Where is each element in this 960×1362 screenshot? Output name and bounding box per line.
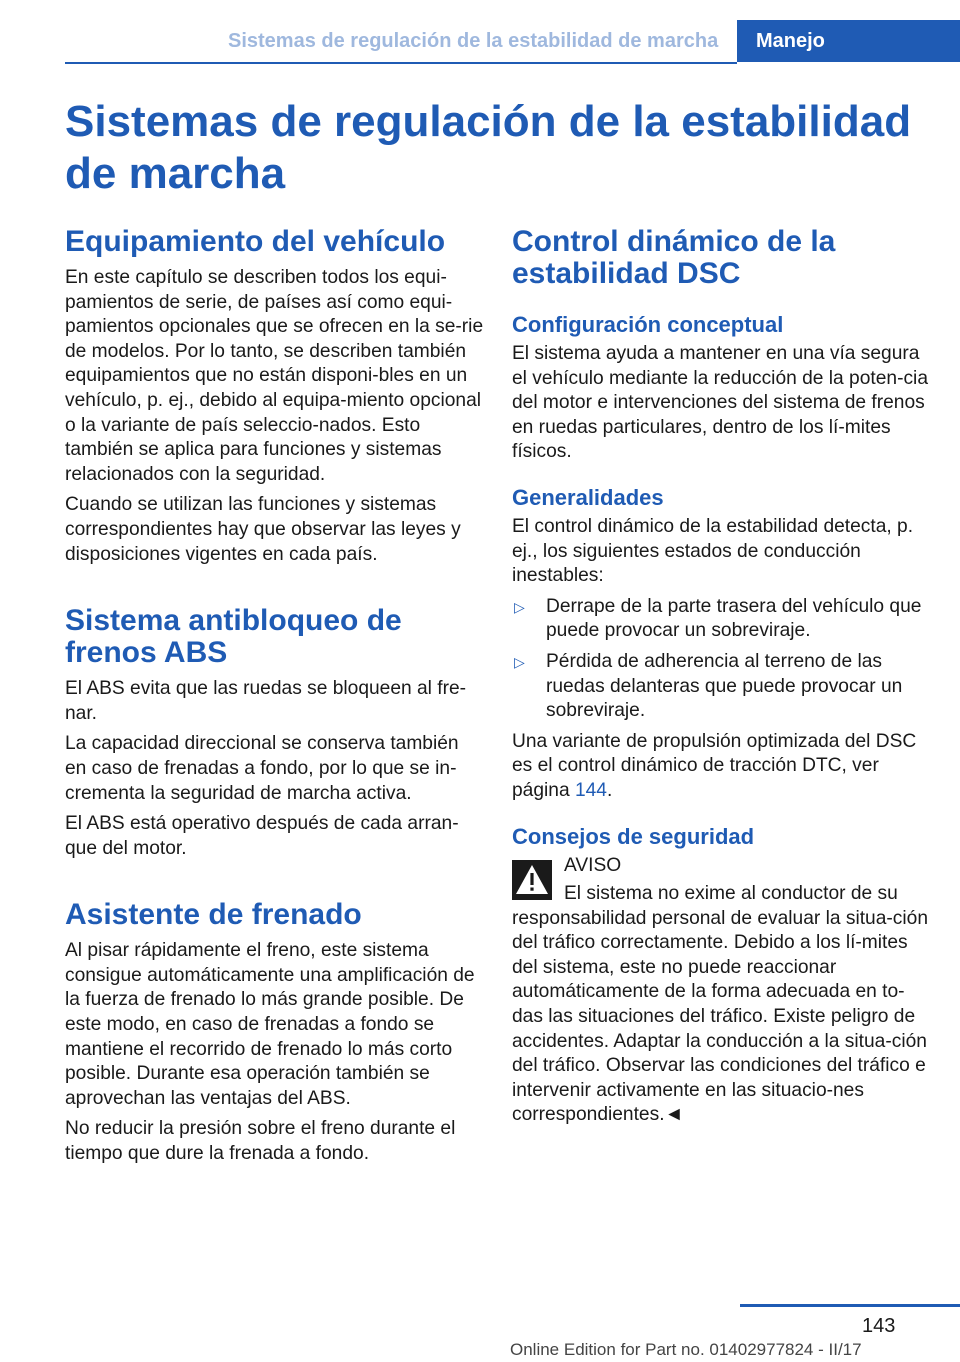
header-tab-label: Manejo	[756, 30, 825, 52]
abs-paragraph-1: El ABS evita que las ruedas se bloqueen al fre-nar.	[65, 678, 467, 724]
general-paragraph: El control dinámico de la estabilidad detecta, p. ej., los siguientes estados de conducción inestables:	[512, 515, 914, 587]
header-section-title: Sistemas de regulación de la estabilidad de marcha	[228, 30, 719, 52]
warning-label: AVISO	[564, 854, 622, 876]
spacer	[512, 471, 932, 485]
page-144-link[interactable]: 144	[574, 779, 607, 801]
dtc-variant-text: Una variante de propulsión optimizada del DSC es el control dinámico de tracción DTC, ver página	[512, 730, 917, 801]
safety-heading: Consejos de seguridad	[512, 823, 755, 849]
spacer	[512, 298, 932, 312]
footer-rule	[740, 1304, 960, 1307]
dsc-heading: Control dinámico de la estabilidad DSC	[512, 225, 836, 290]
header-tab-manejo[interactable]	[737, 20, 960, 62]
header-rule	[65, 62, 737, 64]
general-heading: Generalidades	[512, 484, 664, 510]
spacer	[65, 573, 485, 605]
triangle-right-icon: ▷	[514, 653, 525, 670]
concept-heading: Configuración conceptual	[512, 312, 784, 337]
page-title: Sistemas de regulación de la estabilidad de marcha	[65, 97, 912, 198]
list-item	[512, 650, 932, 724]
list-item-text: Pérdida de adherencia al terreno de las ruedas delanteras que puede provocar un sobreviraje.	[546, 650, 903, 722]
dtc-variant-paragraph	[512, 730, 932, 804]
list-item	[512, 595, 932, 644]
spacer	[512, 810, 932, 824]
left-column	[65, 226, 485, 1173]
warning-text: El sistema no exime al conductor de su responsabilidad personal de evaluar la situa-ción del tráfico correctamente. Debido a los lí-mites del sistema, este no puede reaccionar automáticamente de la forma adecuada en to-das las situaciones del tráfico. Existe peligro de accidentes. Adaptar la conducción a la situa-ción del tráfico. Observar las condiciones del tráfico e intervenir activamente en las situacio-nes correspondientes.◄	[512, 883, 928, 1126]
triangle-right-icon: ▷	[514, 598, 525, 615]
brake-assist-paragraph-2: No reducir la presión sobre el freno durante el tiempo que dure la frenada a fondo.	[65, 1118, 456, 1165]
spacer	[65, 867, 485, 899]
brake-assist-heading: Asistente de frenado	[65, 898, 362, 932]
warning-triangle-icon	[512, 860, 552, 900]
equipment-paragraph-2: Cuando se utilizan las funciones y sistemas correspondientes hay que observar las leyes y disposiciones vigentes en cada país.	[65, 494, 461, 565]
abs-paragraph-2: La capacidad direccional se conserva también en caso de frenadas a fondo, por lo que se in-crementa la seguridad de marcha activa.	[65, 733, 459, 804]
brake-assist-paragraph-1: Al pisar rápidamente el freno, este sistema consigue automáticamente una amplificación de la fuerza de frenado lo más grande posible. De este modo, en caso de frenadas a fondo se mantiene el recorrido de frenado lo más corto posible. Durante esa operación también se aprovechan las ventajas del ABS.	[65, 940, 475, 1109]
page-number: 143	[862, 1315, 896, 1337]
abs-heading: Sistema antibloqueo de frenos ABS	[65, 604, 402, 670]
equipment-paragraph-1: En este capítulo se describen todos los equi-pamientos de serie, de países así como equi-pamientos opcionales que se ofrecen en la se-rie de modelos. Por lo tanto, se describen también equipamientos que no están disponi-bles en un vehículo, p. ej., debido al equipa-miento opcional o la variante de país seleccio-nados. Esto también se aplica para funciones y sistemas relacionados con la seguridad.	[65, 267, 484, 485]
list-item-text: Derrape de la parte trasera del vehículo que puede provocar un sobreviraje.	[546, 595, 922, 642]
dtc-variant-end: .	[606, 779, 613, 801]
abs-paragraph-3: El ABS está operativo después de cada arran-que del motor.	[65, 813, 459, 859]
warning-block	[512, 854, 932, 1129]
instability-list	[512, 595, 932, 724]
concept-paragraph: El sistema ayuda a mantener en una vía segura el vehículo mediante la reducción de la poten-cia del motor e intervenciones del sistema de frenos en ruedas particulares, dentro de los lí-mites físicos.	[512, 343, 928, 463]
equipment-heading: Equipamiento del vehículo	[65, 225, 446, 258]
right-column	[512, 226, 932, 1134]
footer-edition: Online Edition for Part no. 01402977824 - II/17	[510, 1340, 862, 1359]
